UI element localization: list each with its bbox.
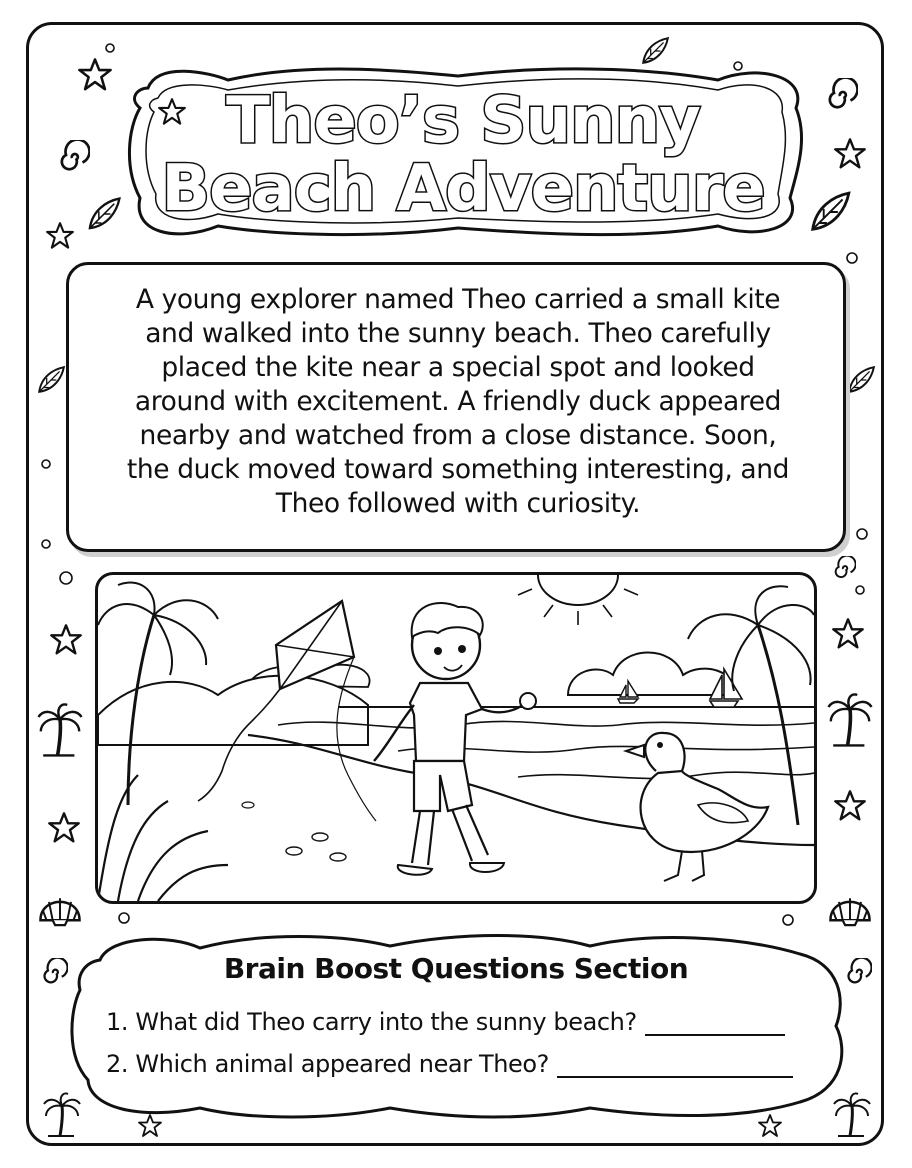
beach-illustration xyxy=(95,572,817,904)
story-line: placed the kite near a special spot and looked xyxy=(161,352,755,383)
questions-heading: Brain Boost Questions Section xyxy=(223,952,689,985)
title-line-2: Beach Adventure xyxy=(161,152,765,226)
story-text xyxy=(100,283,816,521)
swirl-icon xyxy=(836,556,856,577)
star-icon xyxy=(833,619,862,647)
leaf-icon xyxy=(90,199,120,229)
title-banner xyxy=(118,58,808,244)
palm-tree-icon xyxy=(828,694,871,745)
story-line: and walked into the sunny beach. Theo carefully xyxy=(145,318,771,349)
seashell-icon xyxy=(40,898,79,925)
question-1 xyxy=(106,1008,785,1036)
star-icon xyxy=(79,59,110,89)
story-line: around with excitement. A friendly duck appeared xyxy=(134,386,782,417)
palm-tree-icon xyxy=(38,704,81,755)
seashell-icon xyxy=(830,898,869,925)
title-line-1: Theo’s Sunny xyxy=(226,84,700,158)
star-icon xyxy=(49,813,78,841)
leaf-icon xyxy=(813,193,849,229)
star-icon xyxy=(835,139,864,167)
question-text: 1. What did Theo carry into the sunny beach? xyxy=(106,1008,637,1036)
swirl-icon xyxy=(830,78,858,108)
star-icon xyxy=(835,791,864,819)
story-line: the duck moved toward something interesting, and xyxy=(126,454,790,485)
swirl-icon xyxy=(62,140,90,170)
story-line: Theo followed with curiosity. xyxy=(275,488,641,519)
sun-icon xyxy=(518,575,638,625)
star-icon xyxy=(51,625,80,653)
answer-blank[interactable] xyxy=(557,1054,793,1078)
leaf-icon xyxy=(39,367,64,392)
swirl-icon xyxy=(849,958,872,983)
answer-blank[interactable] xyxy=(645,1012,785,1036)
duck-icon xyxy=(626,733,768,881)
leaf-icon xyxy=(849,367,874,392)
boy-figure xyxy=(374,603,536,875)
story-line: nearby and watched from a close distance. Soon, xyxy=(139,420,777,451)
question-text: 2. Which animal appeared near Theo? xyxy=(106,1050,549,1078)
story-line: A young explorer named Theo carried a small kite xyxy=(135,284,781,315)
question-2 xyxy=(106,1050,793,1078)
star-icon xyxy=(47,223,73,248)
